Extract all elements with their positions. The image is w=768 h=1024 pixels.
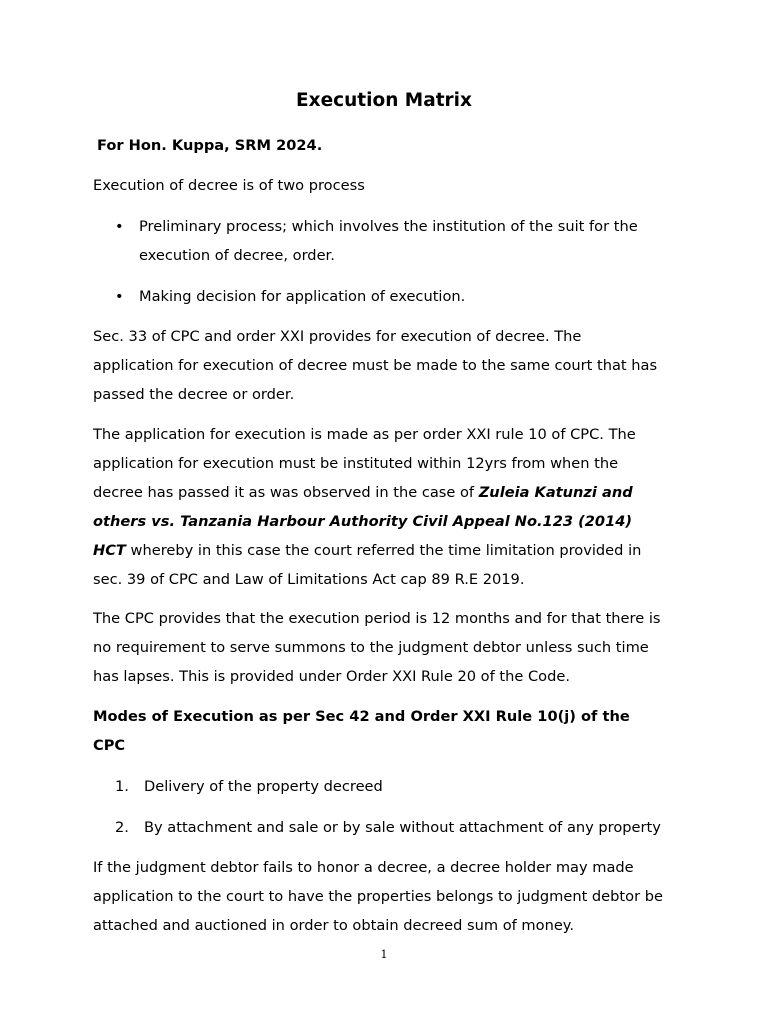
list-item-text: Delivery of the property decreed [144,778,383,795]
paragraph-line: Sec. 33 of CPC and order XXI provides for execution of decree. The [93,328,582,345]
bullet-line: Preliminary process; which involves the institution of the suit for the [139,218,638,235]
paragraph-line: application to the court to have the properties belongs to judgment debtor be [93,888,663,905]
bullet-line: execution of decree, order. [139,247,335,264]
section-heading-modes [93,702,683,760]
paragraph-line [93,478,683,507]
paragraph-application [93,420,683,594]
heading-line: Modes of Execution as per Sec 42 and Order XXI Rule 10(j) of the [93,708,630,725]
paragraph-line: sec. 39 of CPC and Law of Limitations Act cap 89 R.E 2019. [93,571,525,588]
paragraph-line: The application for execution is made as per order XXI rule 10 of CPC. The [93,426,636,443]
paragraph-line: passed the decree or order. [93,386,295,403]
paragraph-line: The CPC provides that the execution period is 12 months and for that there is [93,610,661,627]
case-citation: others vs. Tanzania Harbour Authority Civil Appeal No.123 (2014) [93,513,633,530]
page-number: 1 [380,948,388,961]
paragraph-line: no requirement to serve summons to the judgment debtor unless such time [93,639,649,656]
paragraph-sec33 [93,322,683,409]
paragraph-line: application for execution must be instituted within 12yrs from when the [93,455,619,472]
paragraph-line: If the judgment debtor fails to honor a decree, a decree holder may made [93,859,634,876]
bullet-icon: • [115,218,124,235]
paragraph-execution-period [93,604,683,691]
paragraph-line: has lapses. This is provided under Order XXI Rule 20 of the Code. [93,668,570,685]
paragraph-line: application for execution of decree must be made to the same court that has [93,357,658,374]
page-title: Execution Matrix [296,90,472,111]
paragraph-text: whereby in this case the court referred the time limitation provided in [125,542,642,559]
intro-paragraph: Execution of decree is of two process [93,177,365,194]
list-number: 1. [115,778,129,795]
bullet-icon: • [115,288,124,305]
case-citation: Zuleia Katunzi and [478,484,633,501]
paragraph-line: attached and auctioned in order to obtain decreed sum of money. [93,917,575,934]
case-citation: HCT [93,542,126,559]
author-line: For Hon. Kuppa, SRM 2024. [97,137,323,154]
paragraph-judgment-debtor [93,853,683,940]
paragraph-line [93,536,683,565]
list-number: 2. [115,819,129,836]
list-item-text: By attachment and sale or by sale without attachment of any property [144,819,661,836]
bullet-line: Making decision for application of execution. [139,288,466,305]
paragraph-text: decree has passed it as was observed in the case of [93,484,479,501]
heading-line: CPC [93,737,126,754]
